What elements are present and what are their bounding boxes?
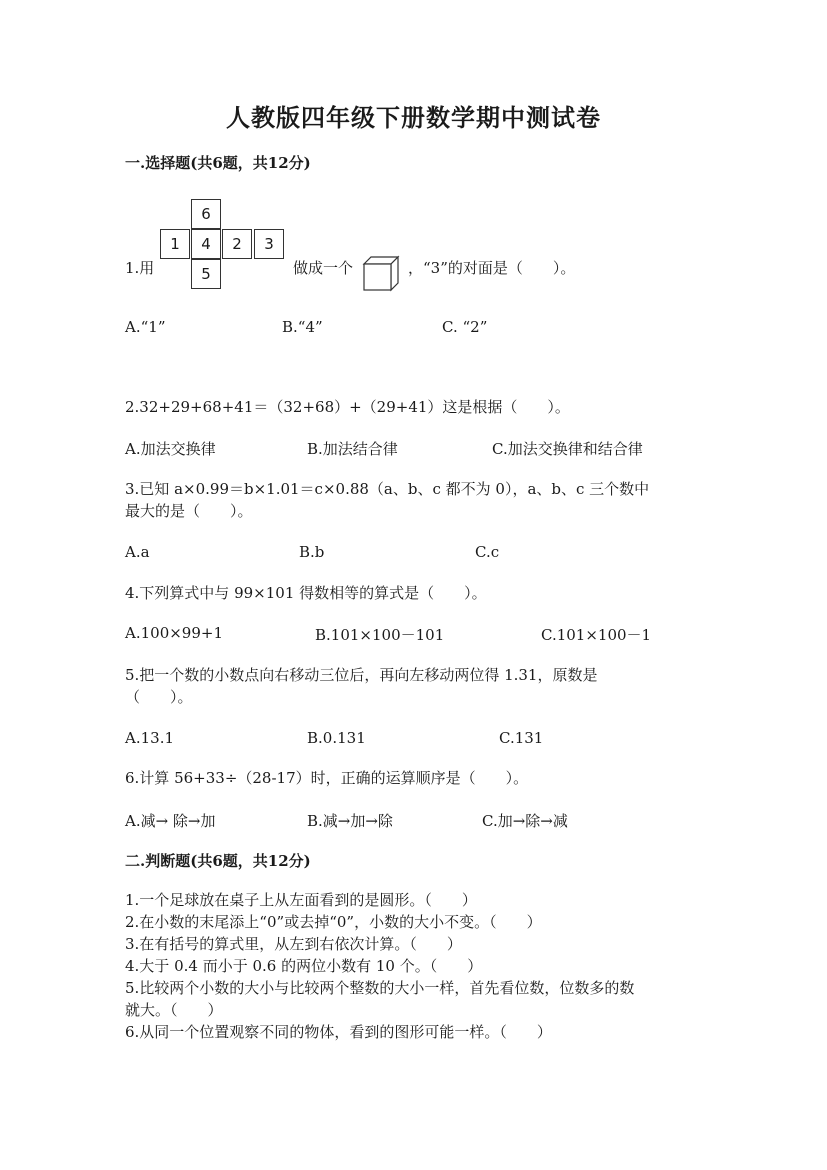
q5-option-c[interactable]: C.131 <box>499 729 544 747</box>
judgement-item: 3.在有括号的算式里，从左到右依次计算。（ ） <box>125 935 462 953</box>
q5-line2: （ ）。 <box>125 688 193 706</box>
judgement-item: 2.在小数的末尾添上“0”或去掉“0”，小数的大小不变。（ ） <box>125 913 542 931</box>
section-heading-judgement: 二.判断题(共6题，共12分) <box>125 852 311 870</box>
net-cell: 5 <box>191 259 221 289</box>
q1-option-a[interactable]: A.“1” <box>125 318 166 336</box>
q4-text: 4.下列算式中与 99×101 得数相等的算式是（ ）。 <box>125 584 487 602</box>
cube-icon <box>362 255 400 293</box>
q1-option-b[interactable]: B.“4” <box>282 318 323 336</box>
q1-option-c[interactable]: C. “2” <box>442 318 488 336</box>
q5-option-b[interactable]: B.0.131 <box>307 729 366 747</box>
net-cell: 1 <box>160 229 190 259</box>
q4-option-a[interactable]: A.100×99+1 <box>125 624 223 642</box>
judgement-item: 6.从同一个位置观察不同的物体，看到的图形可能一样。（ ） <box>125 1023 552 1041</box>
page-title: 人教版四年级下册数学期中测试卷 <box>226 103 601 132</box>
q6-option-c[interactable]: C.加→除→减 <box>482 812 568 830</box>
q5-option-a[interactable]: A.13.1 <box>125 729 174 747</box>
section-heading-choice: 一.选择题(共6题，共12分) <box>125 154 311 172</box>
q2-option-b[interactable]: B.加法结合律 <box>307 440 398 458</box>
q1-prefix: 1.用 <box>125 259 155 277</box>
judgement-item-continued: 就大。（ ） <box>125 1001 223 1019</box>
q3-line1: 3.已知 a×0.99＝b×1.01＝c×0.88（a、b、c 都不为 0），a、b、c 三个数中 <box>125 480 650 498</box>
q3-option-a[interactable]: A.a <box>125 543 150 561</box>
q2-option-c[interactable]: C.加法交换律和结合律 <box>492 440 643 458</box>
q3-option-b[interactable]: B.b <box>299 543 325 561</box>
q6-option-a[interactable]: A.减→ 除→加 <box>125 812 216 830</box>
judgement-item: 5.比较两个小数的大小与比较两个整数的大小一样，首先看位数，位数多的数 <box>125 979 635 997</box>
q4-option-c[interactable]: C.101×100－1 <box>541 626 652 644</box>
net-cell: 3 <box>254 229 284 259</box>
net-cell: 2 <box>222 229 252 259</box>
q2-option-a[interactable]: A.加法交换律 <box>125 440 216 458</box>
q6-text: 6.计算 56+33÷（28-17）时，正确的运算顺序是（ ）。 <box>125 769 529 787</box>
net-cell: 6 <box>191 199 221 229</box>
net-cell: 4 <box>191 229 221 259</box>
q6-option-b[interactable]: B.减→加→除 <box>307 812 393 830</box>
q2-text: 2.32+29+68+41＝（32+68）+（29+41）这是根据（ ）。 <box>125 398 570 416</box>
q3-line2: 最大的是（ ）。 <box>125 502 253 520</box>
q5-line1: 5.把一个数的小数点向右移动三位后，再向左移动两位得 1.31，原数是 <box>125 666 598 684</box>
q1-middle: 做成一个 <box>293 259 354 277</box>
judgement-item: 4.大于 0.4 而小于 0.6 的两位小数有 10 个。（ ） <box>125 957 483 975</box>
q3-option-c[interactable]: C.c <box>475 543 500 561</box>
judgement-item: 1.一个足球放在桌子上从左面看到的是圆形。（ ） <box>125 891 477 909</box>
q1-suffix: ，“3”的对面是（ ）。 <box>408 259 576 277</box>
q4-option-b[interactable]: B.101×100－101 <box>315 626 445 644</box>
